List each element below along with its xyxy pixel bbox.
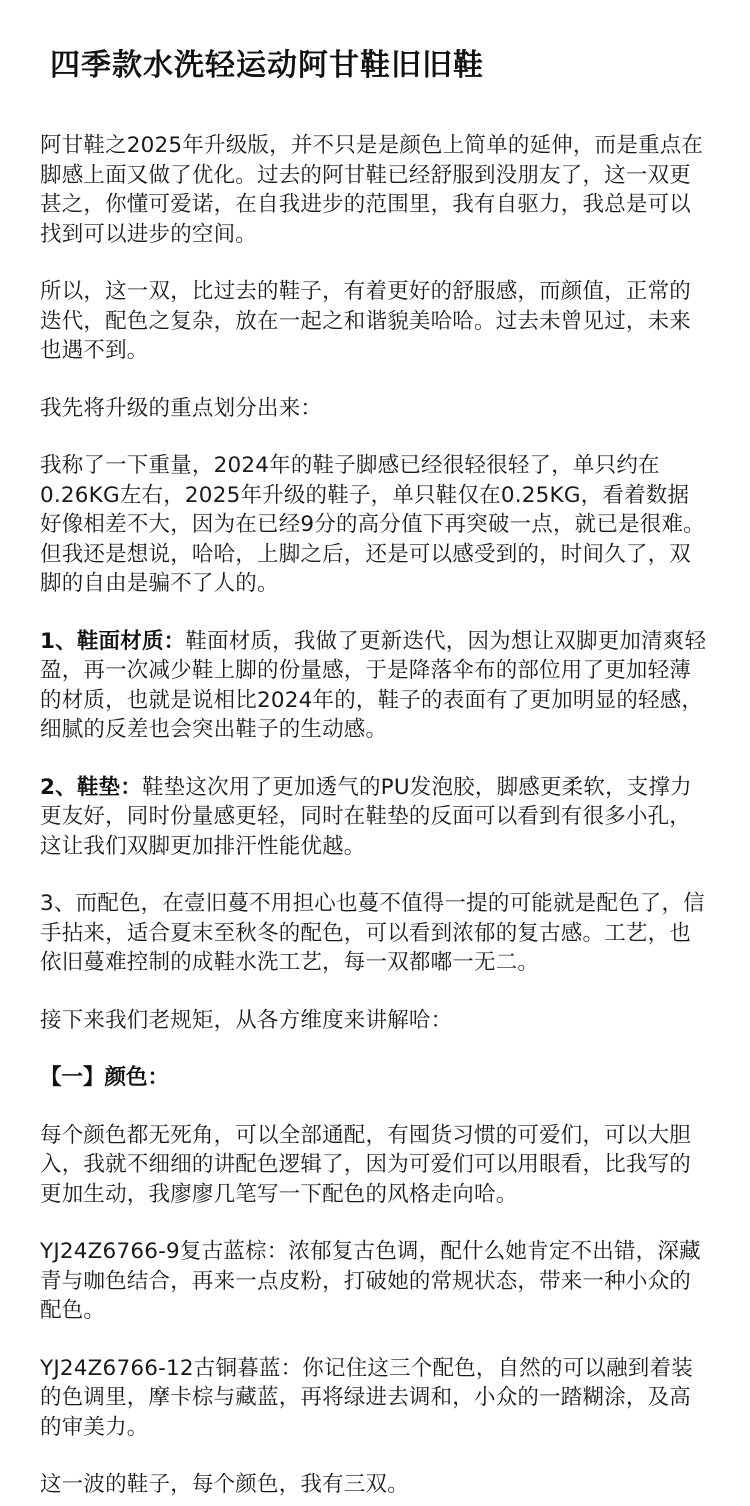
article-title: 四季款水洗轻运动阿甘鞋旧旧鞋 xyxy=(50,48,484,83)
colorway-bronze-blue: YJ24Z6766-12古铜暮蓝：你记住这三个配色，自然的可以融到着装的色调里，摩卡棕与藏蓝，再将绿进去调和，小众的一踏糊涂，及高的审美力。 xyxy=(40,1355,693,1440)
upgrade-intro-paragraph: 我先将升级的重点划分出来： xyxy=(40,395,323,421)
color-overview-paragraph: 每个颜色都无死角，可以全部通配，有囤货习惯的可爱们，可以大胆入，我就不细细的讲配色逻辑了，因为可爱们可以用眼看，比我写的更加生动，我廖廖几笔写一下配色的风格走向哈。 xyxy=(40,1122,692,1207)
upper-material-point xyxy=(40,627,710,745)
insole-point xyxy=(40,773,710,862)
weight-paragraph: 我称了一下重量，2024年的鞋子脚感已经很轻很轻了，单只约在0.26KG左右，2025年升级的鞋子，单只鞋仅在0.25KG，看着数据好像相差不大，因为在已经9分的高分值下再突破一点，就已是很难。但我还是想说，哈哈，上脚之后，还是可以感受到的，时间久了，双脚的自由是骗不了人的。 xyxy=(40,453,705,596)
dimensions-intro-paragraph: 接下来我们老规矩，从各方维度来讲解哈： xyxy=(40,1007,453,1033)
upper-material-text: 鞋面材质，我做了更新迭代，因为想让双脚更加清爽轻盈，再一次减少鞋上脚的份量感，于是降落伞布的部位用了更加轻薄的材质，也就是说相比2024年的，鞋子的表面有了更加明显的轻感，细腻的反差也会突出鞋子的生动感。 xyxy=(40,628,707,742)
comfort-paragraph: 所以，这一双，比过去的鞋子，有着更好的舒服感，而颜值，正常的迭代，配色之复杂，放在一起之和谐貌美哈哈。过去未曾见过，未来也遇不到。 xyxy=(40,279,692,363)
intro-paragraph: 阿甘鞋之2025年升级版，并不只是是颜色上简单的延伸，而是重点在脚感上面又做了优化。过去的阿甘鞋已经舒服到没朋友了，这一双更甚之，你懂可爱诺，在自我进步的范围里，我有自驱力，我总是可以找到可以进步的空间。 xyxy=(40,133,704,247)
color-section-heading: 【一】颜色： xyxy=(40,1065,170,1090)
closing-paragraph: 这一波的鞋子，每个颜色，我有三双。 xyxy=(40,1472,409,1497)
article-body xyxy=(40,131,710,1500)
colorway-blue-brown: YJ24Z6766-9复古蓝棕：浓郁复古色调，配什么她肯定不出错，深藏青与咖色结合，再来一点皮粉，打破她的常规状态，带来一种小众的配色。 xyxy=(40,1239,701,1323)
colorway-point: 3、而配色，在壹旧蔓不用担心也蔓不值得一提的可能就是配色了，信手拈来，适合夏末至秋冬的配色，可以看到浓郁的复古感。工艺，也依旧蔓难控制的成鞋水洗工艺，每一双都嘟一无二。 xyxy=(40,891,705,975)
upper-material-label: 1、鞋面材质： xyxy=(40,628,186,654)
insole-label: 2、鞋垫： xyxy=(40,774,142,800)
insole-text: 鞋垫这次用了更加透气的PU发泡胶，脚感更柔软，支撑力更友好，同时份量感更轻，同时在鞋垫的反面可以看到有很多小孔，这让我们双脚更加排汗性能优越。 xyxy=(40,774,692,859)
